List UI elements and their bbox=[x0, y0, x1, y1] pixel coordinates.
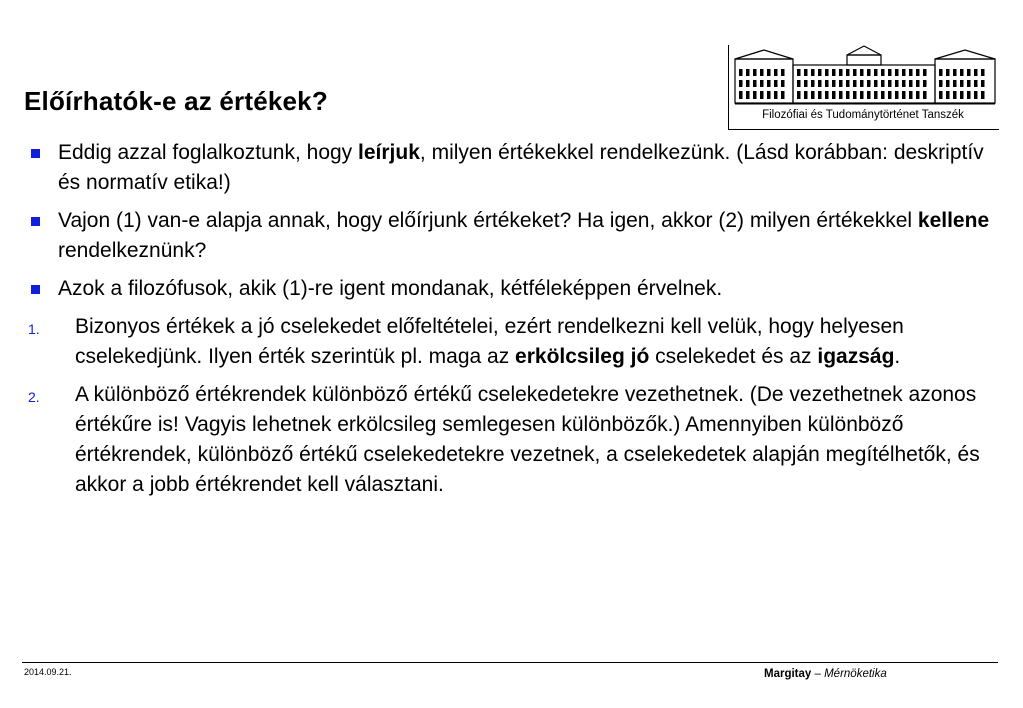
numbered-item bbox=[28, 380, 1000, 500]
emphasis-text: igazság bbox=[817, 345, 895, 368]
square-bullet-icon bbox=[31, 149, 40, 158]
text-run: rendelkeznünk? bbox=[58, 239, 207, 262]
square-bullet-icon bbox=[31, 217, 40, 226]
numbered-item bbox=[28, 312, 1000, 372]
course-name: Mérnöketika bbox=[824, 668, 887, 680]
item-number: 1. bbox=[28, 321, 40, 337]
text-run: . bbox=[894, 345, 901, 368]
item-number: 2. bbox=[28, 389, 40, 405]
author-separator: – bbox=[811, 668, 825, 680]
text-run: Vajon (1) van-e alapja annak, hogy előírjunk értékeket? Ha igen, akkor (2) milyen értékekkel bbox=[58, 209, 918, 232]
footer-date: 2014.09.21. bbox=[24, 667, 72, 677]
text-run: A különböző értékrendek különböző értékű cselekedetekre vezethetnek. (De vezethetnek azonos értékűre is! Vagyis lehetnek erkölcsileg semlegesen különbözők.) Amennyiben különböző értékrendek, különböző értékű cselekedetekre vezetnek, a cselekedetek alapján megítélhetők, és akkor a jobb értékrendet kell választani. bbox=[75, 383, 980, 496]
bullet-item bbox=[28, 274, 1000, 304]
square-bullet-icon bbox=[31, 285, 40, 294]
emphasis-text: kellene bbox=[917, 209, 990, 232]
slide-title: Előírhatók-e az értékek? bbox=[24, 86, 328, 116]
building-facade-logo bbox=[729, 45, 999, 109]
author-name: Margitay bbox=[764, 668, 812, 680]
text-run: cselekedet és az bbox=[649, 345, 818, 368]
department-label: Filozófiai és Tudománytörténet Tanszék bbox=[762, 109, 964, 121]
header-logo-box bbox=[728, 45, 999, 130]
bullet-item bbox=[28, 206, 1000, 266]
text-run: Azok a filozófusok, akik (1)-re igent mondanak, kétféleképpen érvelnek. bbox=[58, 277, 723, 300]
numbered-list bbox=[28, 312, 1000, 500]
footer-divider bbox=[22, 662, 998, 663]
logo-windows bbox=[739, 69, 985, 99]
text-run: Eddig azzal foglalkoztunk, hogy bbox=[58, 141, 359, 164]
footer-author bbox=[764, 668, 887, 680]
emphasis-text: leírjuk bbox=[358, 141, 420, 164]
emphasis-text: erkölcsileg jó bbox=[515, 345, 650, 368]
text-run: , milyen értékekkel rendelkezünk. (Lásd korábban: deskriptív és normatív etika!) bbox=[58, 141, 984, 194]
text-run: Bizonyos értékek a jó cselekedet előfeltételei, ezért rendelkezni kell velük, hogy helyesen cselekedjünk. Ilyen érték szerintük pl. maga az bbox=[75, 315, 904, 368]
bullet-list bbox=[28, 138, 1000, 304]
slide-content bbox=[28, 138, 1000, 500]
bullet-item bbox=[28, 138, 1000, 198]
